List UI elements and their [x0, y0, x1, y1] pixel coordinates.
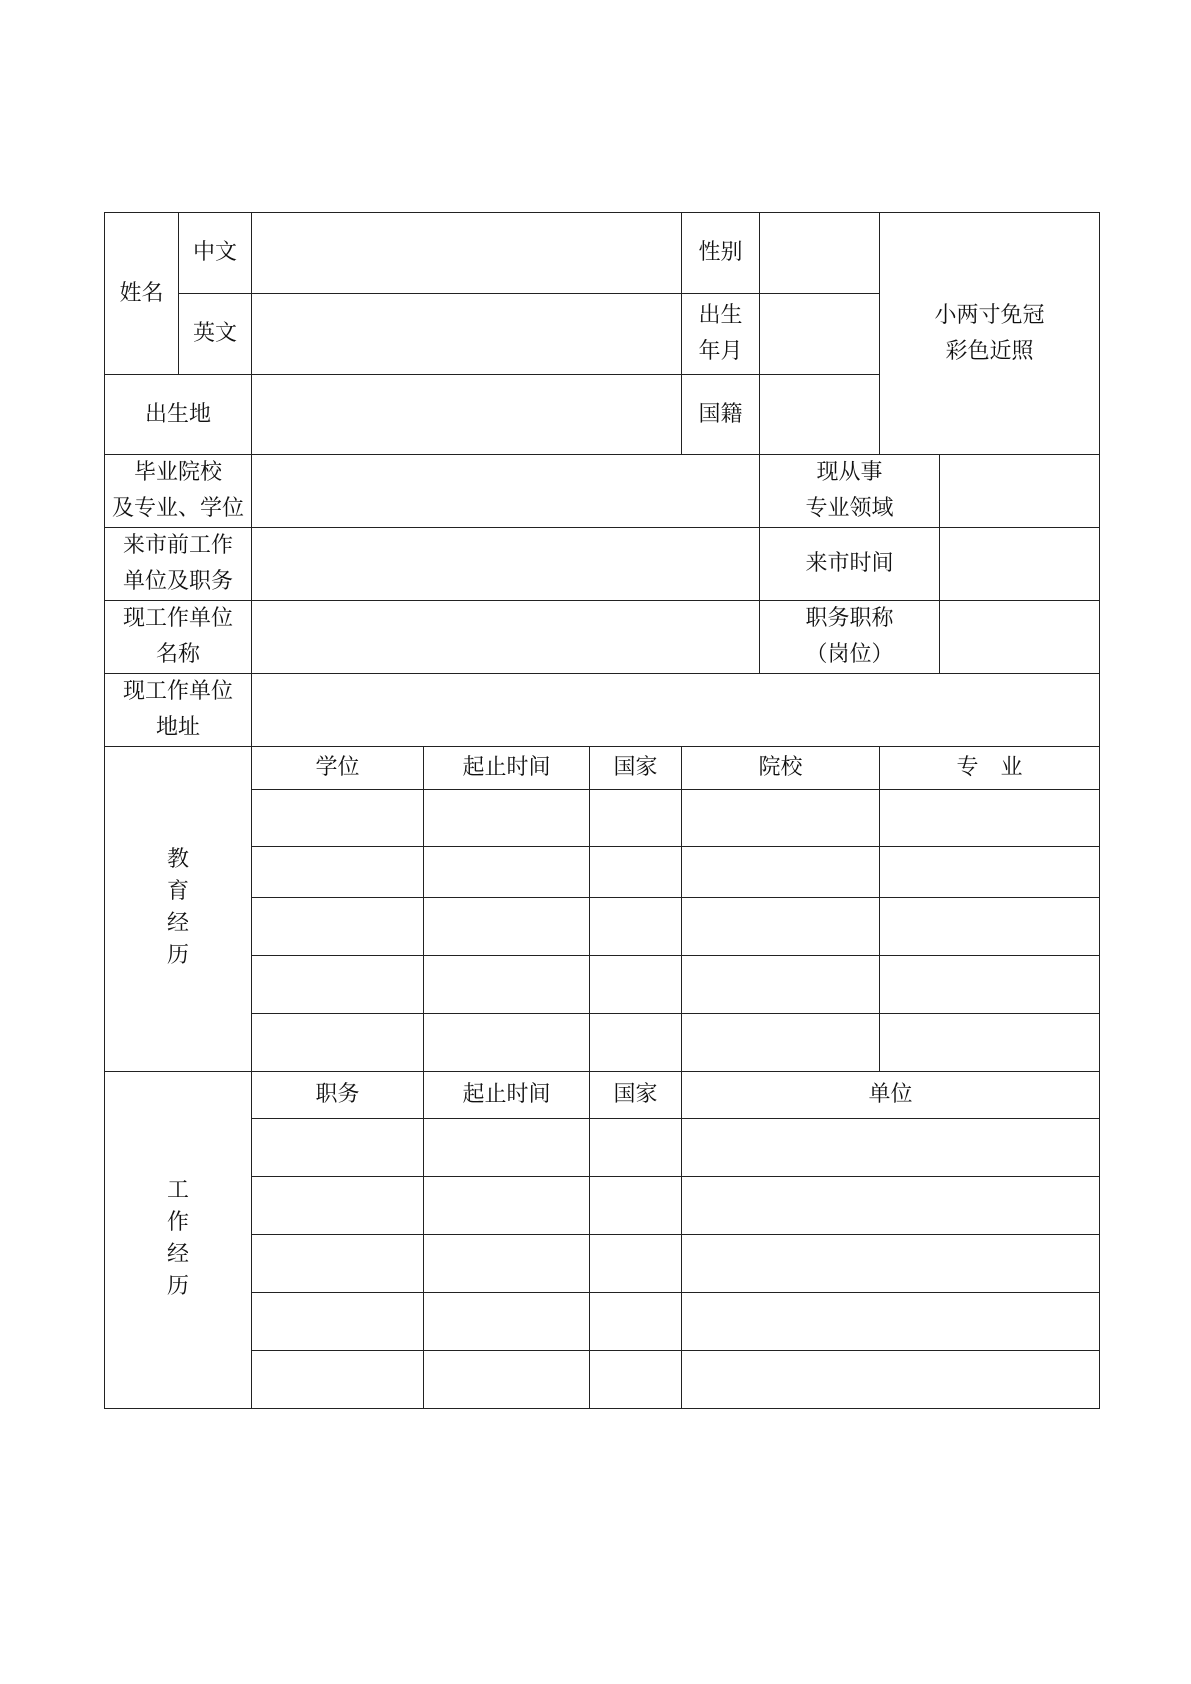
- cur-unit-label: [105, 601, 252, 674]
- work-position-cell[interactable]: [252, 1293, 424, 1351]
- address-label: [105, 674, 252, 747]
- edu-school-cell[interactable]: [682, 790, 880, 847]
- edu-country-cell[interactable]: [590, 1014, 682, 1072]
- edu-header-school: 院校: [682, 747, 880, 790]
- edu-row: [105, 1014, 1100, 1072]
- school-label: [105, 455, 252, 528]
- work-unit-cell[interactable]: [682, 1235, 1100, 1293]
- edu-country-cell[interactable]: [590, 956, 682, 1014]
- work-section-text: 工作经历: [166, 1178, 189, 1299]
- edu-row: [105, 790, 1100, 847]
- cur-unit-field[interactable]: [252, 601, 760, 674]
- birth-date-label: [682, 294, 760, 375]
- edu-period-cell[interactable]: [424, 790, 590, 847]
- field-label: [760, 455, 940, 528]
- arrival-label: 来市时间: [760, 528, 940, 601]
- edu-row: [105, 956, 1100, 1014]
- edu-header-degree: 学位: [252, 747, 424, 790]
- work-unit-cell[interactable]: [682, 1119, 1100, 1177]
- birth-date-field[interactable]: [760, 294, 880, 375]
- chinese-name-label: 中文: [179, 213, 252, 294]
- nationality-label: 国籍: [682, 375, 760, 455]
- address-label-line2: 地址: [155, 715, 200, 740]
- work-country-cell[interactable]: [590, 1351, 682, 1409]
- photo-box[interactable]: [880, 213, 1100, 455]
- edu-country-cell[interactable]: [590, 847, 682, 898]
- edu-header-country: 国家: [590, 747, 682, 790]
- work-section-label: [105, 1072, 252, 1409]
- edu-major-cell[interactable]: [880, 956, 1100, 1014]
- edu-period-cell[interactable]: [424, 956, 590, 1014]
- edu-period-cell[interactable]: [424, 847, 590, 898]
- title-label-line2: （岗位）: [805, 642, 894, 667]
- work-period-cell[interactable]: [424, 1351, 590, 1409]
- work-position-cell[interactable]: [252, 1177, 424, 1235]
- cur-unit-label-line2: 名称: [155, 642, 200, 667]
- photo-label-line1: 小两寸免冠: [934, 302, 1045, 328]
- gender-label: 性别: [682, 213, 760, 294]
- work-unit-cell[interactable]: [682, 1293, 1100, 1351]
- edu-degree-cell[interactable]: [252, 1014, 424, 1072]
- edu-row: [105, 847, 1100, 898]
- edu-school-cell[interactable]: [682, 898, 880, 956]
- field-field[interactable]: [940, 455, 1100, 528]
- edu-period-cell[interactable]: [424, 898, 590, 956]
- edu-period-cell[interactable]: [424, 1014, 590, 1072]
- edu-country-cell[interactable]: [590, 790, 682, 847]
- work-period-cell[interactable]: [424, 1177, 590, 1235]
- edu-school-cell[interactable]: [682, 847, 880, 898]
- edu-header-period: 起止时间: [424, 747, 590, 790]
- prev-unit-label-line2: 单位及职务: [122, 569, 233, 594]
- arrival-field[interactable]: [940, 528, 1100, 601]
- work-header-country: 国家: [590, 1072, 682, 1119]
- school-label-line2: 及专业、学位: [111, 496, 244, 521]
- work-row: [105, 1119, 1100, 1177]
- edu-degree-cell[interactable]: [252, 898, 424, 956]
- education-section-label: [105, 747, 252, 1072]
- work-header-position: 职务: [252, 1072, 424, 1119]
- edu-major-cell[interactable]: [880, 898, 1100, 956]
- work-position-cell[interactable]: [252, 1119, 424, 1177]
- birth-date-label-line1: 出生: [698, 303, 743, 328]
- english-name-label: 英文: [179, 294, 252, 375]
- field-label-line1: 现从事: [816, 460, 883, 485]
- title-label: [760, 601, 940, 674]
- work-row: [105, 1293, 1100, 1351]
- work-unit-cell[interactable]: [682, 1177, 1100, 1235]
- work-country-cell[interactable]: [590, 1293, 682, 1351]
- prev-unit-label-line1: 来市前工作: [122, 533, 233, 558]
- work-row: [105, 1177, 1100, 1235]
- english-name-field[interactable]: [252, 294, 682, 375]
- work-period-cell[interactable]: [424, 1235, 590, 1293]
- school-label-line1: 毕业院校: [133, 460, 222, 485]
- address-field[interactable]: [252, 674, 1100, 747]
- work-country-cell[interactable]: [590, 1119, 682, 1177]
- prev-unit-field[interactable]: [252, 528, 760, 601]
- work-row: [105, 1351, 1100, 1409]
- form-table: [104, 212, 1100, 1409]
- birthplace-field[interactable]: [252, 375, 682, 455]
- work-row: [105, 1235, 1100, 1293]
- work-position-cell[interactable]: [252, 1351, 424, 1409]
- edu-major-cell[interactable]: [880, 790, 1100, 847]
- edu-row: [105, 898, 1100, 956]
- edu-country-cell[interactable]: [590, 898, 682, 956]
- work-header-period: 起止时间: [424, 1072, 590, 1119]
- nationality-field[interactable]: [760, 375, 880, 455]
- title-field[interactable]: [940, 601, 1100, 674]
- education-section-text: 教育经历: [166, 847, 189, 968]
- address-label-line1: 现工作单位: [122, 679, 233, 704]
- photo-label-line2: 彩色近照: [945, 338, 1034, 364]
- work-period-cell[interactable]: [424, 1293, 590, 1351]
- work-header-unit: 单位: [682, 1072, 1100, 1119]
- registration-form: [104, 212, 1100, 1409]
- work-unit-cell[interactable]: [682, 1351, 1100, 1409]
- edu-degree-cell[interactable]: [252, 790, 424, 847]
- gender-field[interactable]: [760, 213, 880, 294]
- edu-header-major: 专 业: [880, 747, 1100, 790]
- edu-major-cell[interactable]: [880, 1014, 1100, 1072]
- work-position-cell[interactable]: [252, 1235, 424, 1293]
- edu-major-cell[interactable]: [880, 847, 1100, 898]
- birthplace-label: 出生地: [105, 375, 252, 455]
- prev-unit-label: [105, 528, 252, 601]
- birth-date-label-line2: 年月: [698, 339, 743, 364]
- field-label-line2: 专业领域: [805, 496, 894, 521]
- chinese-name-field[interactable]: [252, 213, 682, 294]
- edu-school-cell[interactable]: [682, 956, 880, 1014]
- name-label: 姓名: [105, 213, 179, 375]
- edu-school-cell[interactable]: [682, 1014, 880, 1072]
- cur-unit-label-line1: 现工作单位: [122, 606, 233, 631]
- edu-degree-cell[interactable]: [252, 847, 424, 898]
- work-country-cell[interactable]: [590, 1235, 682, 1293]
- work-country-cell[interactable]: [590, 1177, 682, 1235]
- work-period-cell[interactable]: [424, 1119, 590, 1177]
- edu-degree-cell[interactable]: [252, 956, 424, 1014]
- title-label-line1: 职务职称: [805, 606, 894, 631]
- school-field[interactable]: [252, 455, 760, 528]
